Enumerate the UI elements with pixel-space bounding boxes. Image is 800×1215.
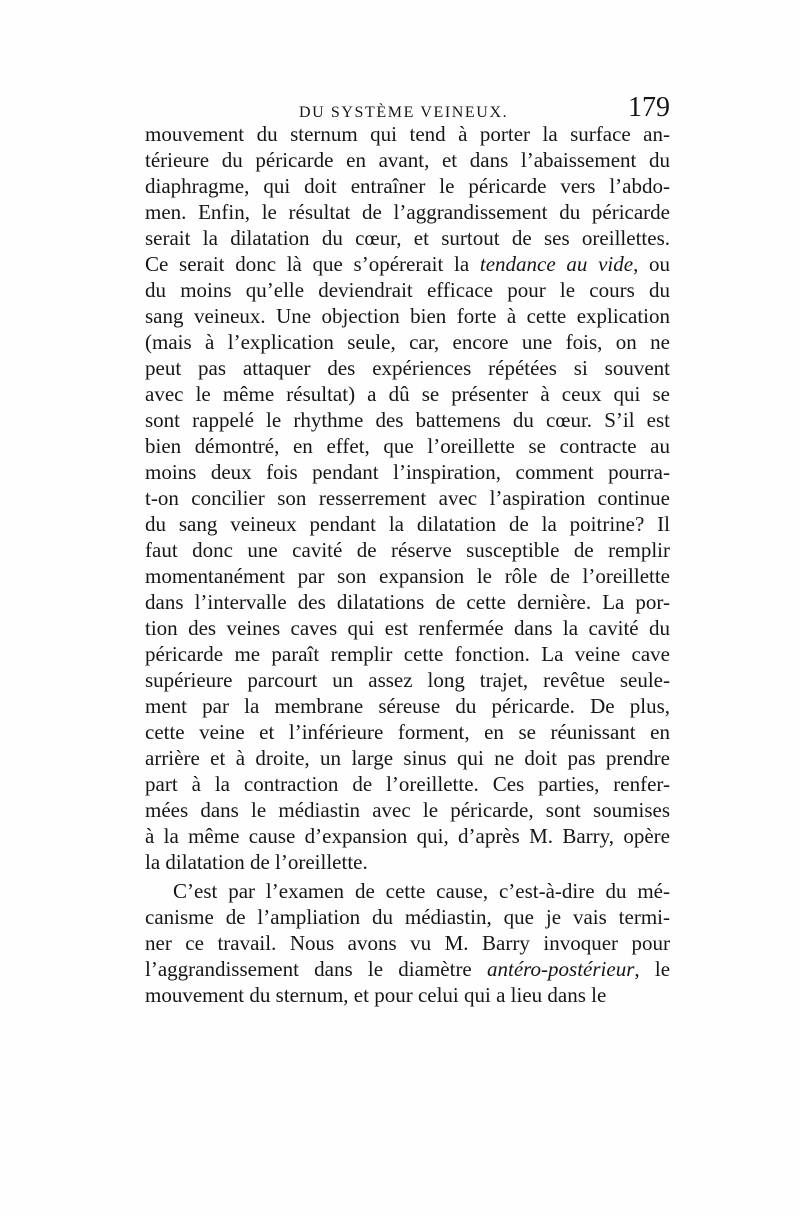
line-text: mées dans le médiastin avec le péricarde, sont soumises	[145, 798, 670, 822]
text-line	[145, 407, 670, 433]
line-text: avec le même résultat) a dû se présenter à ceux qui se	[145, 382, 670, 406]
body-text	[145, 121, 670, 1008]
line-text: supérieure parcourt un assez long trajet, revêtue seule-	[145, 668, 670, 692]
line-text: dans l’intervalle des dilatations de cette dernière. La por-	[145, 590, 670, 614]
line-text: , le	[634, 957, 671, 981]
running-title: DU SYSTÈME VEINEUX.	[299, 104, 509, 121]
text-line	[145, 797, 670, 823]
line-text: du moins qu’elle deviendrait efficace pour le cours du	[145, 278, 670, 302]
paragraph	[145, 121, 670, 875]
line-text: faut donc une cavité de réserve susceptible de remplir	[145, 538, 670, 562]
text-line	[145, 121, 670, 147]
line-text: part à la contraction de l’oreillette. Ces parties, renfer-	[145, 772, 670, 796]
line-text: péricarde me paraît remplir cette fonction. La veine cave	[145, 642, 670, 666]
text-line	[145, 277, 670, 303]
text-line	[145, 329, 670, 355]
line-text: moins deux fois pendant l’inspiration, comment pourra-	[145, 460, 670, 484]
line-text: sont rappelé le rhythme des battemens du cœur. S’il est	[145, 408, 670, 432]
paragraph	[145, 878, 670, 1008]
text-line	[145, 355, 670, 381]
line-text: canisme de l’ampliation du médiastin, que je vais termi-	[145, 905, 670, 929]
text-line	[145, 956, 670, 982]
text-line	[145, 641, 670, 667]
text-line	[145, 303, 670, 329]
line-text: mouvement du sternum, et pour celui qui a lieu dans le	[145, 983, 607, 1007]
line-text: l’aggrandissement dans le diamètre	[145, 957, 487, 981]
text-line	[145, 459, 670, 485]
text-line	[145, 982, 670, 1008]
line-text: momentanément par son expansion le rôle de l’oreillette	[145, 564, 670, 588]
line-text: t-on concilier son resserrement avec l’aspiration continue	[145, 486, 670, 510]
line-text: diaphragme, qui doit entraîner le péricarde vers l’abdo-	[145, 174, 670, 198]
text-line	[145, 173, 670, 199]
line-text: arrière et à droite, un large sinus qui ne doit pas prendre	[145, 746, 670, 770]
line-text: C’est par l’examen de cette cause, c’est-à-dire du mé-	[173, 879, 670, 903]
line-text: à la même cause d’expansion qui, d’après M. Barry, opère	[145, 824, 670, 848]
text-line	[145, 878, 670, 904]
line-text: bien démontré, en effet, que l’oreillette se contracte au	[145, 434, 670, 458]
text-line	[145, 693, 670, 719]
text-line	[145, 537, 670, 563]
line-text: ner ce travail. Nous avons vu M. Barry invoquer pour	[145, 931, 670, 955]
line-text: térieure du péricarde en avant, et dans l’abaissement du	[145, 148, 670, 172]
text-line	[145, 849, 670, 875]
text-line	[145, 433, 670, 459]
italic-text: antéro-postérieur	[487, 957, 635, 981]
text-line	[145, 381, 670, 407]
text-line	[145, 667, 670, 693]
text-line	[145, 615, 670, 641]
line-text: , ou	[633, 252, 671, 276]
line-text: du sang veineux pendant la dilatation de la poitrine? Il	[145, 512, 670, 536]
line-text: (mais à l’explication seule, car, encore une fois, on ne	[145, 330, 670, 354]
text-line	[145, 485, 670, 511]
line-text: Ce serait donc là que s’opérerait la	[145, 252, 480, 276]
line-text: men. Enfin, le résultat de l’aggrandissement du péricarde	[145, 200, 670, 224]
line-text: sang veineux. Une objection bien forte à cette explication	[145, 304, 670, 328]
text-line	[145, 199, 670, 225]
text-line	[145, 225, 670, 251]
line-text: mouvement du sternum qui tend à porter la surface an-	[145, 122, 670, 146]
line-text: peut pas attaquer des expériences répétées si souvent	[145, 356, 670, 380]
text-line	[145, 563, 670, 589]
line-text: cette veine et l’inférieure forment, en se réunissant en	[145, 720, 670, 744]
text-line	[145, 511, 670, 537]
text-line	[145, 251, 670, 277]
text-line	[145, 745, 670, 771]
line-text: la dilatation de l’oreillette.	[145, 850, 368, 874]
text-line	[145, 823, 670, 849]
page-number: 179	[628, 92, 670, 123]
line-text: ment par la membrane séreuse du péricarde. De plus,	[145, 694, 670, 718]
line-text: serait la dilatation du cœur, et surtout de ses oreillettes.	[145, 226, 670, 250]
text-line	[145, 589, 670, 615]
text-line	[145, 771, 670, 797]
text-line	[145, 719, 670, 745]
italic-text: tendance au vide	[479, 252, 634, 276]
text-line	[145, 930, 670, 956]
line-text: tion des veines caves qui est renfermée dans la cavité du	[145, 616, 670, 640]
text-line	[145, 904, 670, 930]
text-line	[145, 147, 670, 173]
